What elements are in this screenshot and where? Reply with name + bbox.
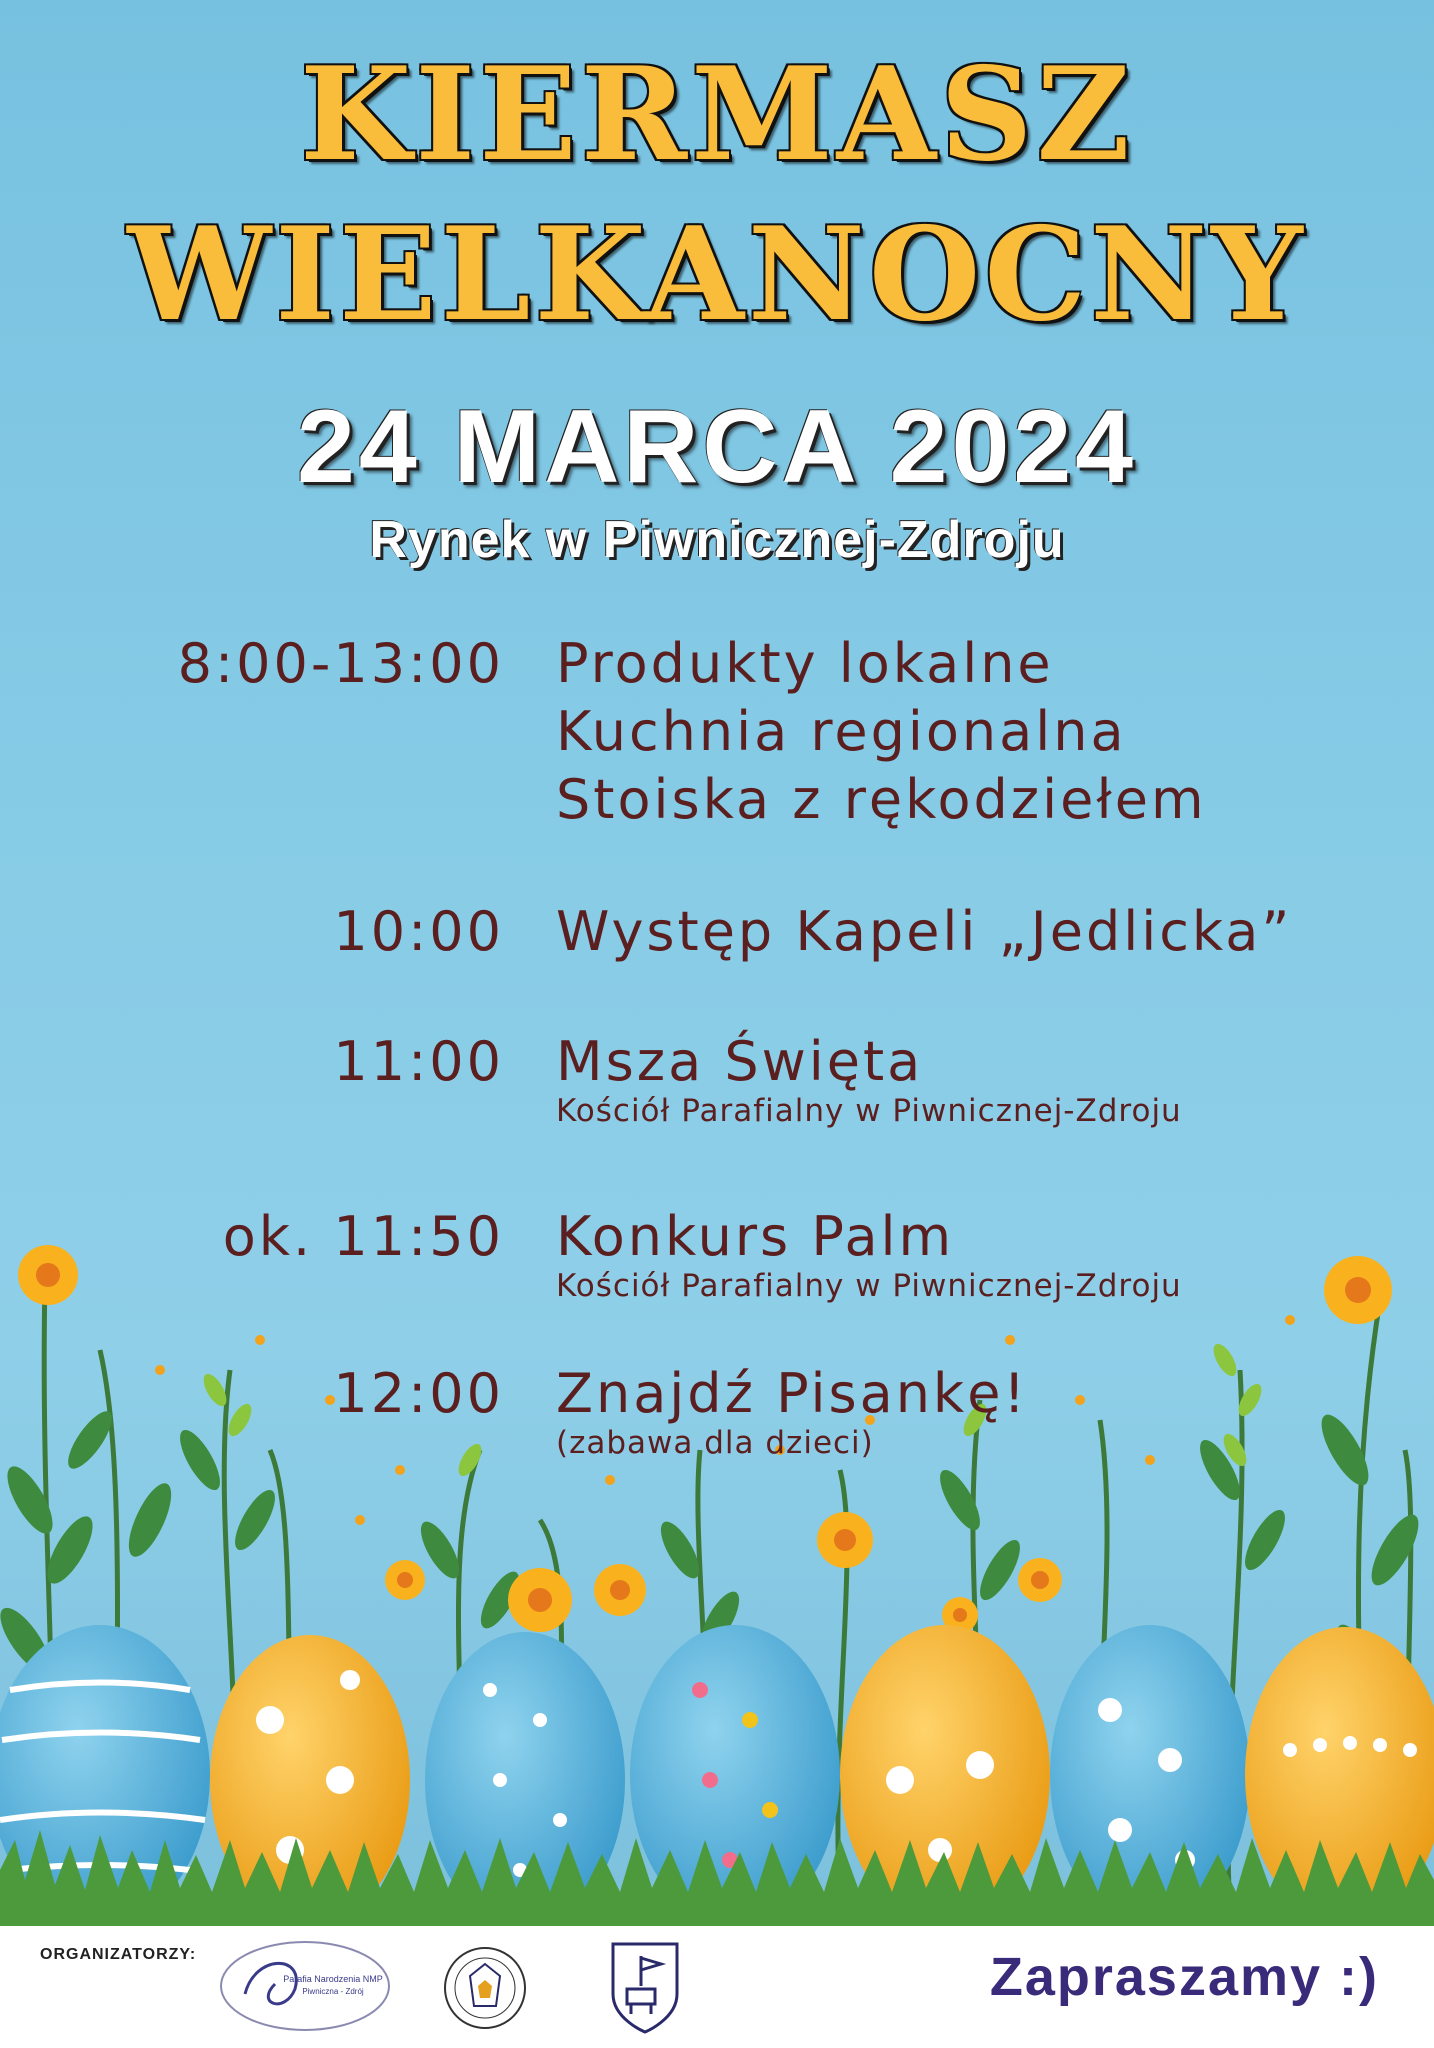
footer [0,1926,1434,2048]
easter-eggs-meadow-illustration [0,1220,1434,1926]
schedule-item-1-line-3: Stoiska z rękodziełem [556,768,1207,831]
schedule-item-5-title: Znajdź Pisankę! [556,1362,1029,1425]
schedule-time-1: 8:00-13:00 [177,632,504,695]
event-place: Rynek w Piwnicznej-Zdroju [369,511,1065,569]
invitation-text: Zapraszamy :) [989,1947,1379,2007]
schedule-item-5-note: (zabawa dla dzieci) [556,1425,874,1461]
schedule-item-3-title: Msza Święta [556,1030,924,1093]
parish-logo-text: Parafia Narodzenia NMP [283,1974,383,1984]
cultural-center-logo [440,1936,530,2041]
schedule-item-4-note: Kościół Parafialny w Piwnicznej-Zdroju [556,1268,1182,1304]
schedule-time-3: 11:00 [333,1030,504,1093]
schedule-time-2: 10:00 [333,900,504,963]
town-coat-of-arms [605,1934,685,2039]
schedule-item-2-title: Występ Kapeli „Jedlicka” [556,900,1293,963]
organizers-label: ORGANIZATORZY: [40,1946,197,1963]
title-line-2: WIELKANOCNY [127,200,1307,350]
event-date: 24 MARCA 2024 [296,389,1138,505]
schedule-item-4-title: Konkurs Palm [556,1205,955,1268]
schedule-time-5: 12:00 [333,1362,504,1425]
schedule-time-4: ok. 11:50 [222,1205,504,1268]
title-line-1: KIERMASZ [300,40,1134,190]
parish-logo [215,1934,395,2039]
schedule-item-1-line-2: Kuchnia regionalna [556,700,1127,763]
schedule-item-1-line-1: Produkty lokalne [556,632,1054,695]
svg-text:Piwniczna - Zdrój: Piwniczna - Zdrój [302,1987,364,1996]
schedule-item-3-note: Kościół Parafialny w Piwnicznej-Zdroju [556,1093,1182,1129]
